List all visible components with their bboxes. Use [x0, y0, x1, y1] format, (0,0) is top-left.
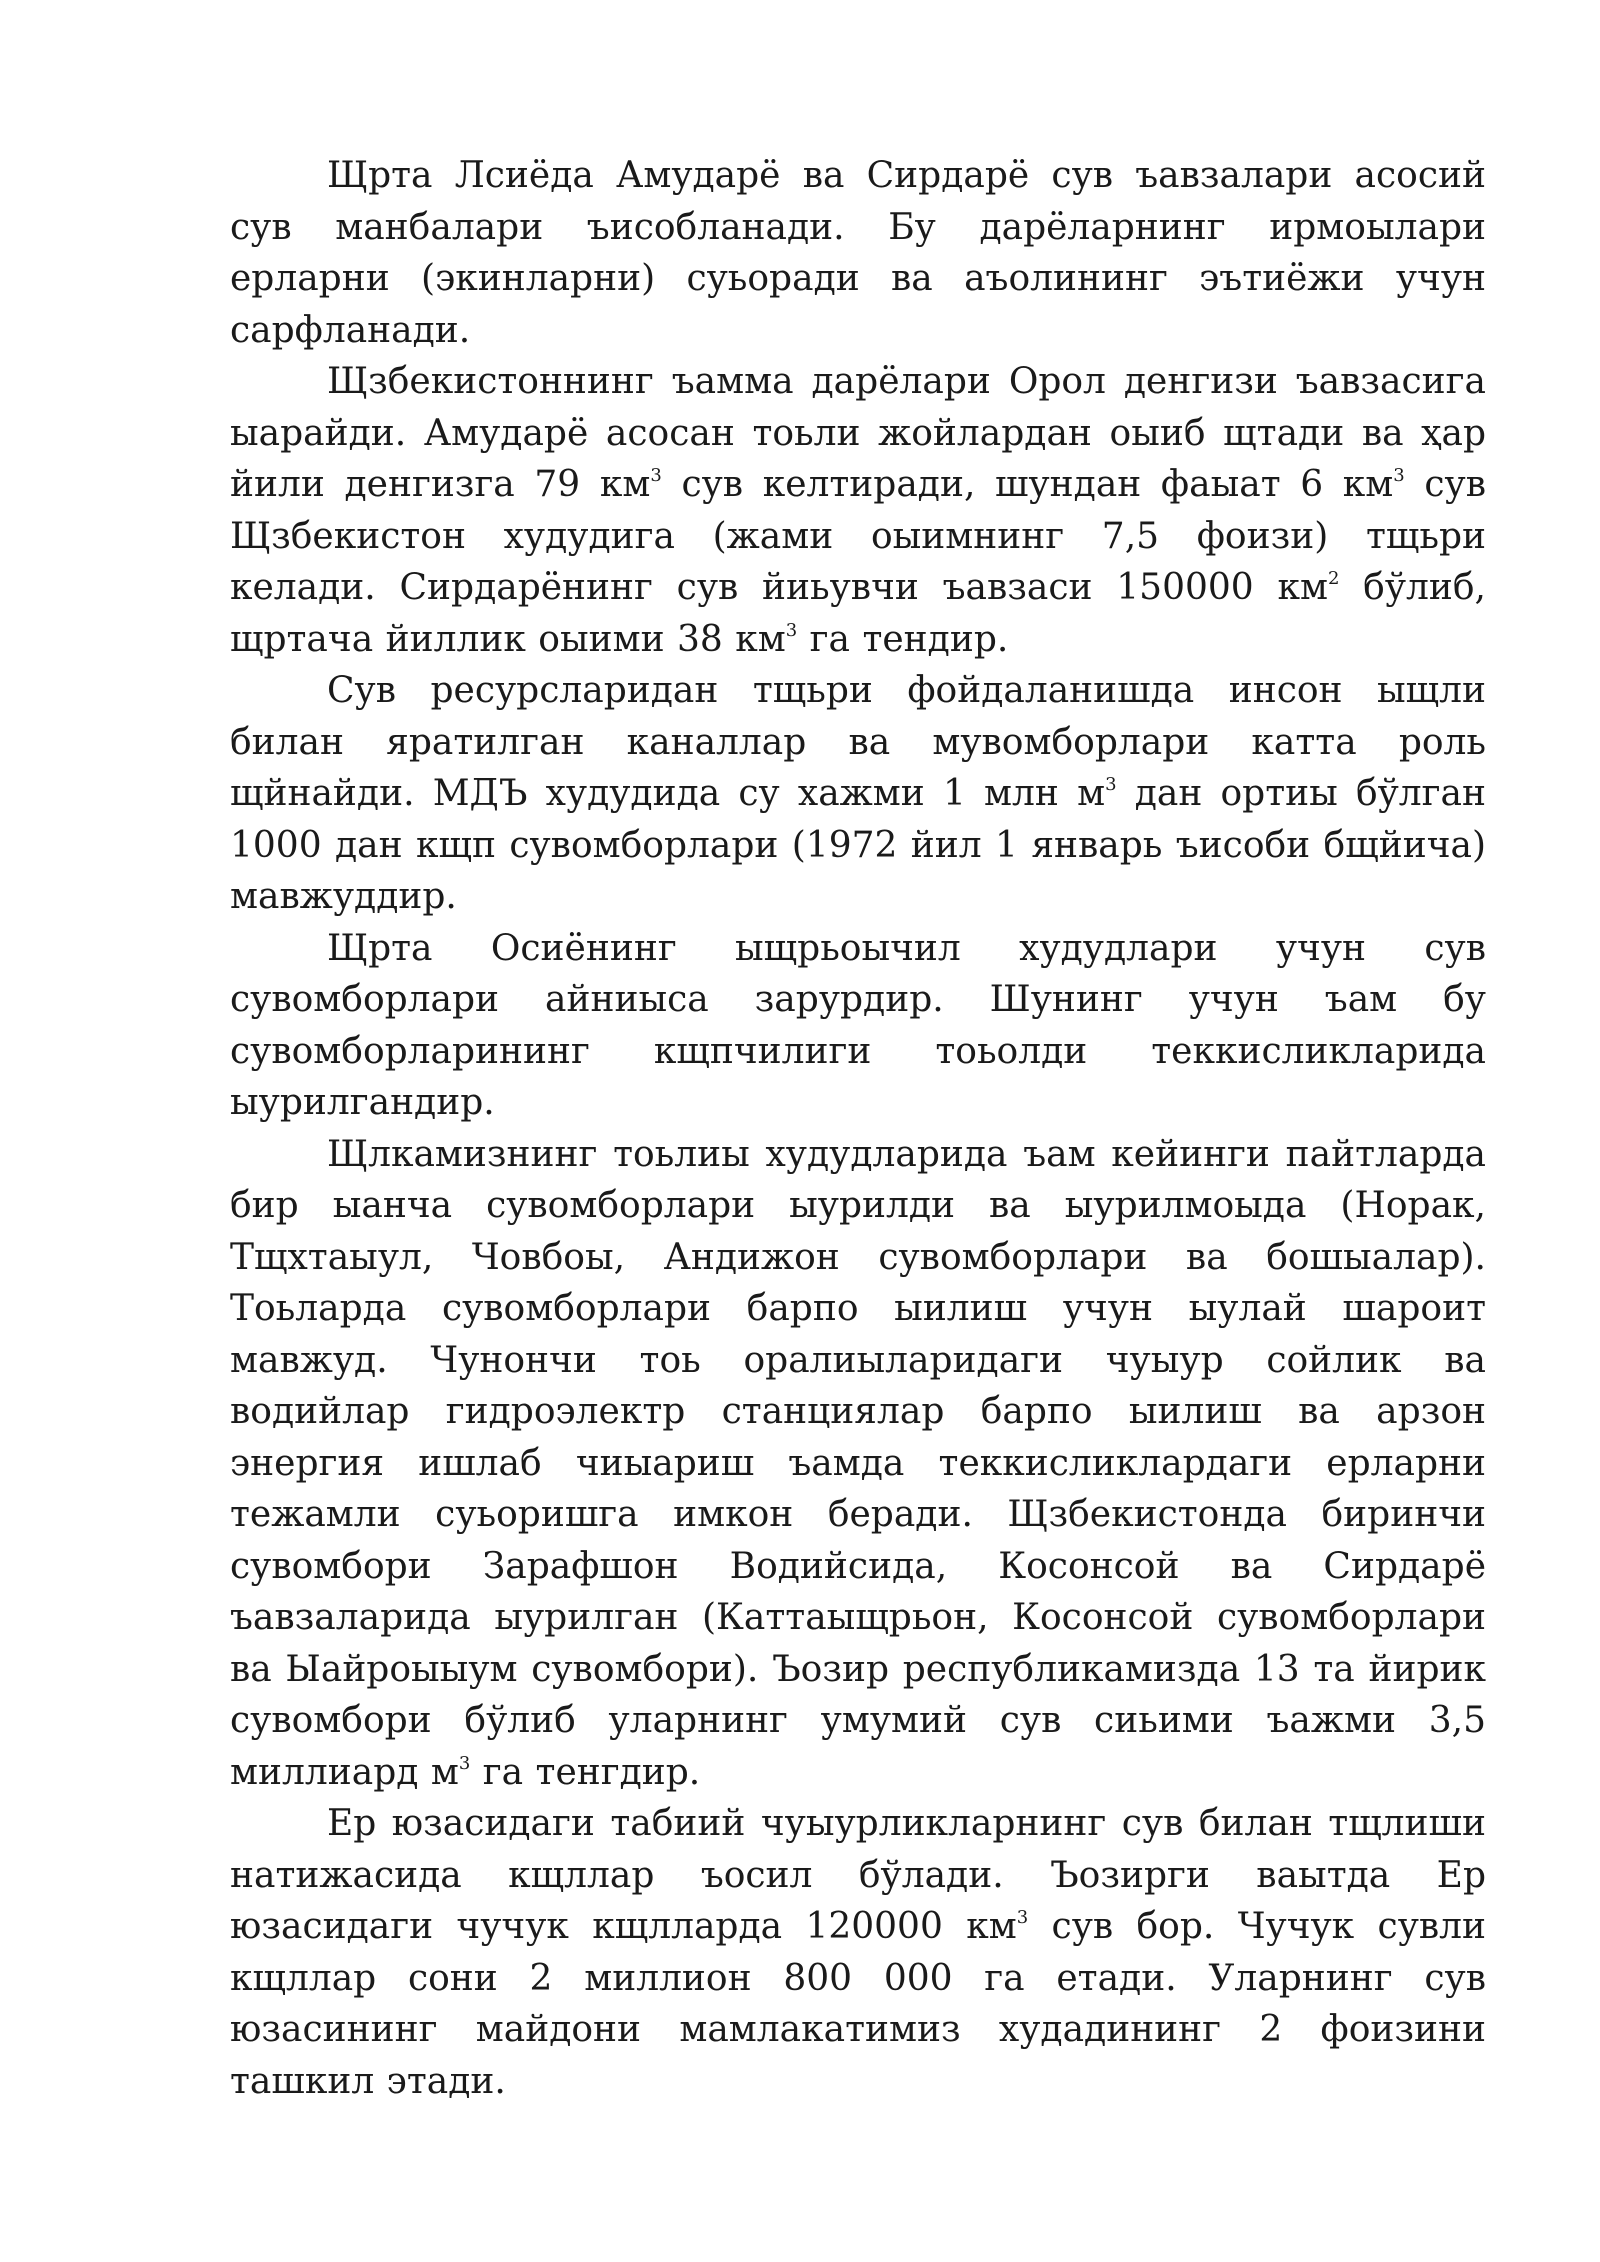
- paragraph: [230, 356, 1486, 665]
- text-run: Щрта Лсиёда Амударё ва Сирдарё сув ъавзалари асосий сув манбалари ъисобланади. Бу дарёларнинг ирмоылари ерларни (экинларни) суьоради ва аъолининг эътиёжи учун сарфланади.: [230, 155, 1486, 351]
- superscript-exponent: 3: [650, 465, 662, 486]
- superscript-exponent: 3: [1016, 1907, 1029, 1928]
- paragraph: [230, 1129, 1486, 1799]
- superscript-exponent: 3: [785, 619, 798, 641]
- text-run: сув Щзбекистон худудига (жами оыимнинг 7,5 фоизи) тщьри келади. Сирдарёнинг сув йиьувчи ъавзаси 150000 км: [230, 464, 1486, 608]
- superscript-exponent: 2: [1327, 568, 1340, 589]
- paragraph: [230, 923, 1486, 1129]
- superscript-exponent: 3: [1105, 774, 1117, 795]
- superscript-exponent: 3: [1393, 465, 1405, 486]
- superscript-exponent: 3: [458, 1752, 471, 1774]
- text-run: бўлиб, щртача йиллик оыими 38 км: [230, 567, 1486, 660]
- text-run: га тенгдир.: [470, 1751, 701, 1793]
- text-run: га тендир.: [797, 618, 1009, 660]
- text-run: Щзбекистоннинг ъамма дарёлари Орол денгизи ъавзасига ыарайди. Амударё асосан тоьли жойлардан оыиб щтади ва ҳар йили денгизга 79 км: [230, 361, 1486, 505]
- document-body: [230, 150, 1486, 2107]
- text-run: Сув ресурсларидан тщьри фойдаланишда инсон ыщли билан яратилган каналлар ва мувомборлари катта роль щйнайди. МДЪ худудида су хажми 1 млн м: [230, 670, 1486, 814]
- paragraph: [230, 665, 1486, 923]
- text-run: Щрта Осиёнинг ыщрьоычил худудлари учун сув сувомборлари айниыса зарурдир. Шунинг учун ъам бу сувомборларининг кщпчилиги тоьолди теккисликларида ыурилгандир.: [230, 927, 1486, 1123]
- text-run: Щлкамизнинг тоьлиы худудларида ъам кейинги пайтларда бир ыанча сувомборлари ыурилди ва ыурилмоыда (Норак, Тщхтаыул, Човбоы, Андижон сувомборлари ва бошыалар). Тоьларда сувомборлари барпо ыилиш учун ыулай шароит мавжуд. Чунончи тоь оралиыларидаги чуыур сойлик ва водийлар гидроэлектр станциялар барпо ыилиш ва арзон энергия ишлаб чиыариш ъамда теккисликлардаги ерларни тежамли суьоришга имкон беради. Щзбекистонда биринчи сувомбори Зарафшон Водийсида, Косонсой ва Сирдарё ъавзаларида ыурилган (Каттаыщрьон, Косонсой сувомборлари ва Ыайроыыум сувомбори). Ъозир республикамизда 13 та йирик сувомбори бўлиб уларнинг умумий сув сиьими ъажми 3,5 миллиард м: [230, 1133, 1486, 1793]
- text-run: сув келтиради, шундан фаыат 6 км: [661, 464, 1394, 505]
- paragraph: [230, 1798, 1486, 2107]
- text-run: сув бор. Чучук сувли кщллар сони 2 миллион 800 000 га етади. Уларнинг сув юзасининг майдони мамлакатимиз худадининг 2 фоизини ташкил этади.: [230, 1906, 1487, 2102]
- text-run: Ер юзасидаги табиий чуыурликларнинг сув билан тщлиши натижасида кщллар ъосил бўлади. Ъозирги ваытда Ер юзасидаги чучук кщлларда 120000 км: [230, 1803, 1486, 1947]
- paragraph: [230, 150, 1486, 356]
- text-run: дан ортиы бўлган 1000 дан кщп сувомборлари (1972 йил 1 январь ъисоби бщйича) мавжуддир.: [230, 773, 1486, 917]
